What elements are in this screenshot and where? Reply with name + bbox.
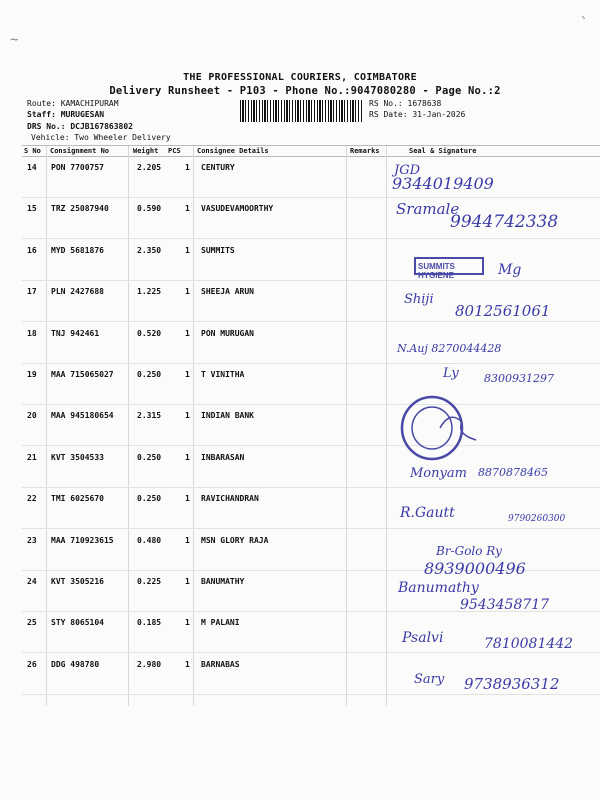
cell-pcs: 1 bbox=[185, 494, 190, 504]
cell-sno: 23 bbox=[27, 535, 37, 545]
signature: Shiji bbox=[404, 292, 434, 307]
cell-weight: 1.225 bbox=[137, 287, 162, 297]
cell-sno: 25 bbox=[27, 618, 37, 628]
col-consignment: Consignment No bbox=[50, 147, 110, 155]
signature: Ly bbox=[443, 366, 459, 381]
cell-consignee: INBARASAN bbox=[201, 452, 245, 462]
cell-sno: 15 bbox=[27, 204, 37, 214]
company-stamp: SUMMITS HYGIENE bbox=[414, 257, 484, 275]
cell-consignee: MSN GLORY RAJA bbox=[201, 535, 269, 545]
cell-consignee: M PALANI bbox=[201, 618, 240, 628]
signature-phone: 7810081442 bbox=[484, 636, 574, 652]
cell-consignee: INDIAN BANK bbox=[201, 411, 254, 421]
cell-consignee: VASUDEVAMOORTHY bbox=[201, 204, 274, 214]
table-row bbox=[0, 157, 600, 198]
cell-sno: 17 bbox=[27, 287, 37, 297]
cell-pcs: 1 bbox=[185, 287, 190, 297]
col-pcs: PCS bbox=[168, 147, 181, 155]
cell-consignment: TMI 6025670 bbox=[51, 494, 104, 504]
cell-weight: 2.350 bbox=[137, 245, 162, 255]
cell-consignment: KVT 3504533 bbox=[51, 452, 104, 462]
cell-consignment: DDG 498780 bbox=[51, 659, 100, 669]
col-remarks: Remarks bbox=[350, 147, 380, 155]
cell-consignment: STY 8065104 bbox=[51, 618, 104, 628]
vehicle-line: Vehicle: Two Wheeler Delivery bbox=[31, 133, 171, 142]
cell-weight: 0.185 bbox=[137, 618, 162, 628]
signature-phone: 9944742338 bbox=[450, 212, 559, 232]
cell-weight: 0.250 bbox=[137, 370, 162, 379]
cell-pcs: 1 bbox=[185, 370, 190, 379]
signature-phone: 9790260300 bbox=[508, 514, 566, 524]
col-sno: S No bbox=[24, 147, 41, 155]
route-line: Route: KAMACHIPURAM bbox=[27, 99, 119, 108]
cell-sno: 19 bbox=[27, 370, 37, 379]
signature-phone: 8939000496 bbox=[424, 559, 526, 578]
cell-consignment: MAA 945180654 bbox=[51, 411, 114, 421]
drs-line: DRS No.: DCJB167863802 bbox=[27, 122, 133, 131]
cell-sno: 24 bbox=[27, 577, 37, 586]
cell-consignment: MAA 710923615 bbox=[51, 535, 114, 545]
signature-phone: 9738936312 bbox=[464, 675, 560, 693]
cell-consignee: PON MURUGAN bbox=[201, 328, 254, 338]
cell-consignment: MYD 5681876 bbox=[51, 245, 104, 255]
cell-consignment: MAA 715065027 bbox=[51, 370, 114, 379]
cell-consignee: BARNABAS bbox=[201, 659, 240, 669]
rs-no-line: RS No.: 1678638 bbox=[369, 99, 442, 108]
cell-weight: 0.250 bbox=[137, 452, 162, 462]
signature: Br-Golo Ry bbox=[436, 544, 502, 558]
row-divider bbox=[22, 694, 600, 695]
cell-consignment: PON 7700757 bbox=[51, 163, 104, 172]
cell-consignment: TNJ 942461 bbox=[51, 328, 100, 338]
cell-consignment: KVT 3505216 bbox=[51, 577, 104, 586]
rs-date-line: RS Date: 31-Jan-2026 bbox=[369, 110, 466, 119]
table-top-line bbox=[22, 145, 600, 146]
cell-sno: 18 bbox=[27, 328, 37, 338]
signature-phone: 8300931297 bbox=[484, 372, 554, 385]
scan-mark: ` bbox=[580, 16, 589, 32]
cell-consignee: RAVICHANDRAN bbox=[201, 494, 259, 504]
signature: Monyam bbox=[410, 466, 467, 481]
signature: Banumathy bbox=[398, 580, 479, 596]
cell-weight: 0.590 bbox=[137, 204, 162, 214]
signature-phone: 9344019409 bbox=[392, 174, 494, 193]
signature: Psalvi bbox=[402, 630, 444, 646]
signature-phone: N.Auj 8270044428 bbox=[397, 342, 502, 355]
cell-pcs: 1 bbox=[185, 245, 190, 255]
cell-weight: 0.225 bbox=[137, 577, 162, 586]
round-seal-stamp bbox=[400, 392, 484, 462]
cell-weight: 0.520 bbox=[137, 328, 162, 338]
signature: Sramale bbox=[396, 200, 460, 218]
barcode bbox=[240, 100, 362, 122]
cell-sno: 14 bbox=[27, 163, 37, 172]
cell-consignee: CENTURY bbox=[201, 163, 235, 172]
cell-pcs: 1 bbox=[185, 452, 190, 462]
cell-pcs: 1 bbox=[185, 163, 190, 172]
cell-pcs: 1 bbox=[185, 204, 190, 214]
cell-sno: 21 bbox=[27, 452, 37, 462]
scan-mark: ~ bbox=[10, 32, 19, 48]
col-seal: Seal & Signature bbox=[409, 147, 477, 155]
cell-sno: 22 bbox=[27, 494, 37, 504]
cell-weight: 2.205 bbox=[137, 163, 162, 172]
cell-weight: 2.315 bbox=[137, 411, 162, 421]
cell-consignment: TRZ 25087940 bbox=[51, 204, 109, 214]
runsheet-title: Delivery Runsheet - P103 - Phone No.:9047080280 - Page No.:2 bbox=[109, 85, 501, 97]
signature: Mg bbox=[498, 262, 522, 278]
table-row bbox=[0, 405, 600, 446]
cell-sno: 20 bbox=[27, 411, 37, 421]
cell-consignee: T VINITHA bbox=[201, 370, 245, 379]
signature: R.Gautt bbox=[400, 505, 455, 521]
signature-phone: 9543458717 bbox=[460, 597, 550, 613]
cell-pcs: 1 bbox=[185, 618, 190, 628]
cell-sno: 26 bbox=[27, 659, 37, 669]
cell-pcs: 1 bbox=[185, 328, 190, 338]
cell-consignee: BANUMATHY bbox=[201, 577, 245, 586]
cell-weight: 0.480 bbox=[137, 535, 162, 545]
signature-phone: 8012561061 bbox=[455, 302, 551, 320]
cell-sno: 16 bbox=[27, 245, 37, 255]
cell-consignee: SHEEJA ARUN bbox=[201, 287, 254, 297]
cell-consignee: SUMMITS bbox=[201, 245, 235, 255]
cell-weight: 0.250 bbox=[137, 494, 162, 504]
cell-pcs: 1 bbox=[185, 411, 190, 421]
cell-weight: 2.980 bbox=[137, 659, 162, 669]
company-title: THE PROFESSIONAL COURIERS, COIMBATORE bbox=[183, 72, 417, 83]
cell-pcs: 1 bbox=[185, 659, 190, 669]
signature-phone: 8870878465 bbox=[478, 466, 548, 479]
cell-pcs: 1 bbox=[185, 577, 190, 586]
signature: Sary bbox=[414, 672, 445, 687]
col-consignee: Consignee Details bbox=[197, 147, 269, 155]
table-row bbox=[0, 323, 600, 364]
col-weight: Weight bbox=[133, 147, 159, 155]
cell-pcs: 1 bbox=[185, 535, 190, 545]
staff-line: Staff: MURUGESAN bbox=[27, 110, 105, 119]
cell-consignment: PLN 2427688 bbox=[51, 287, 104, 297]
signature: JGD bbox=[394, 163, 421, 178]
